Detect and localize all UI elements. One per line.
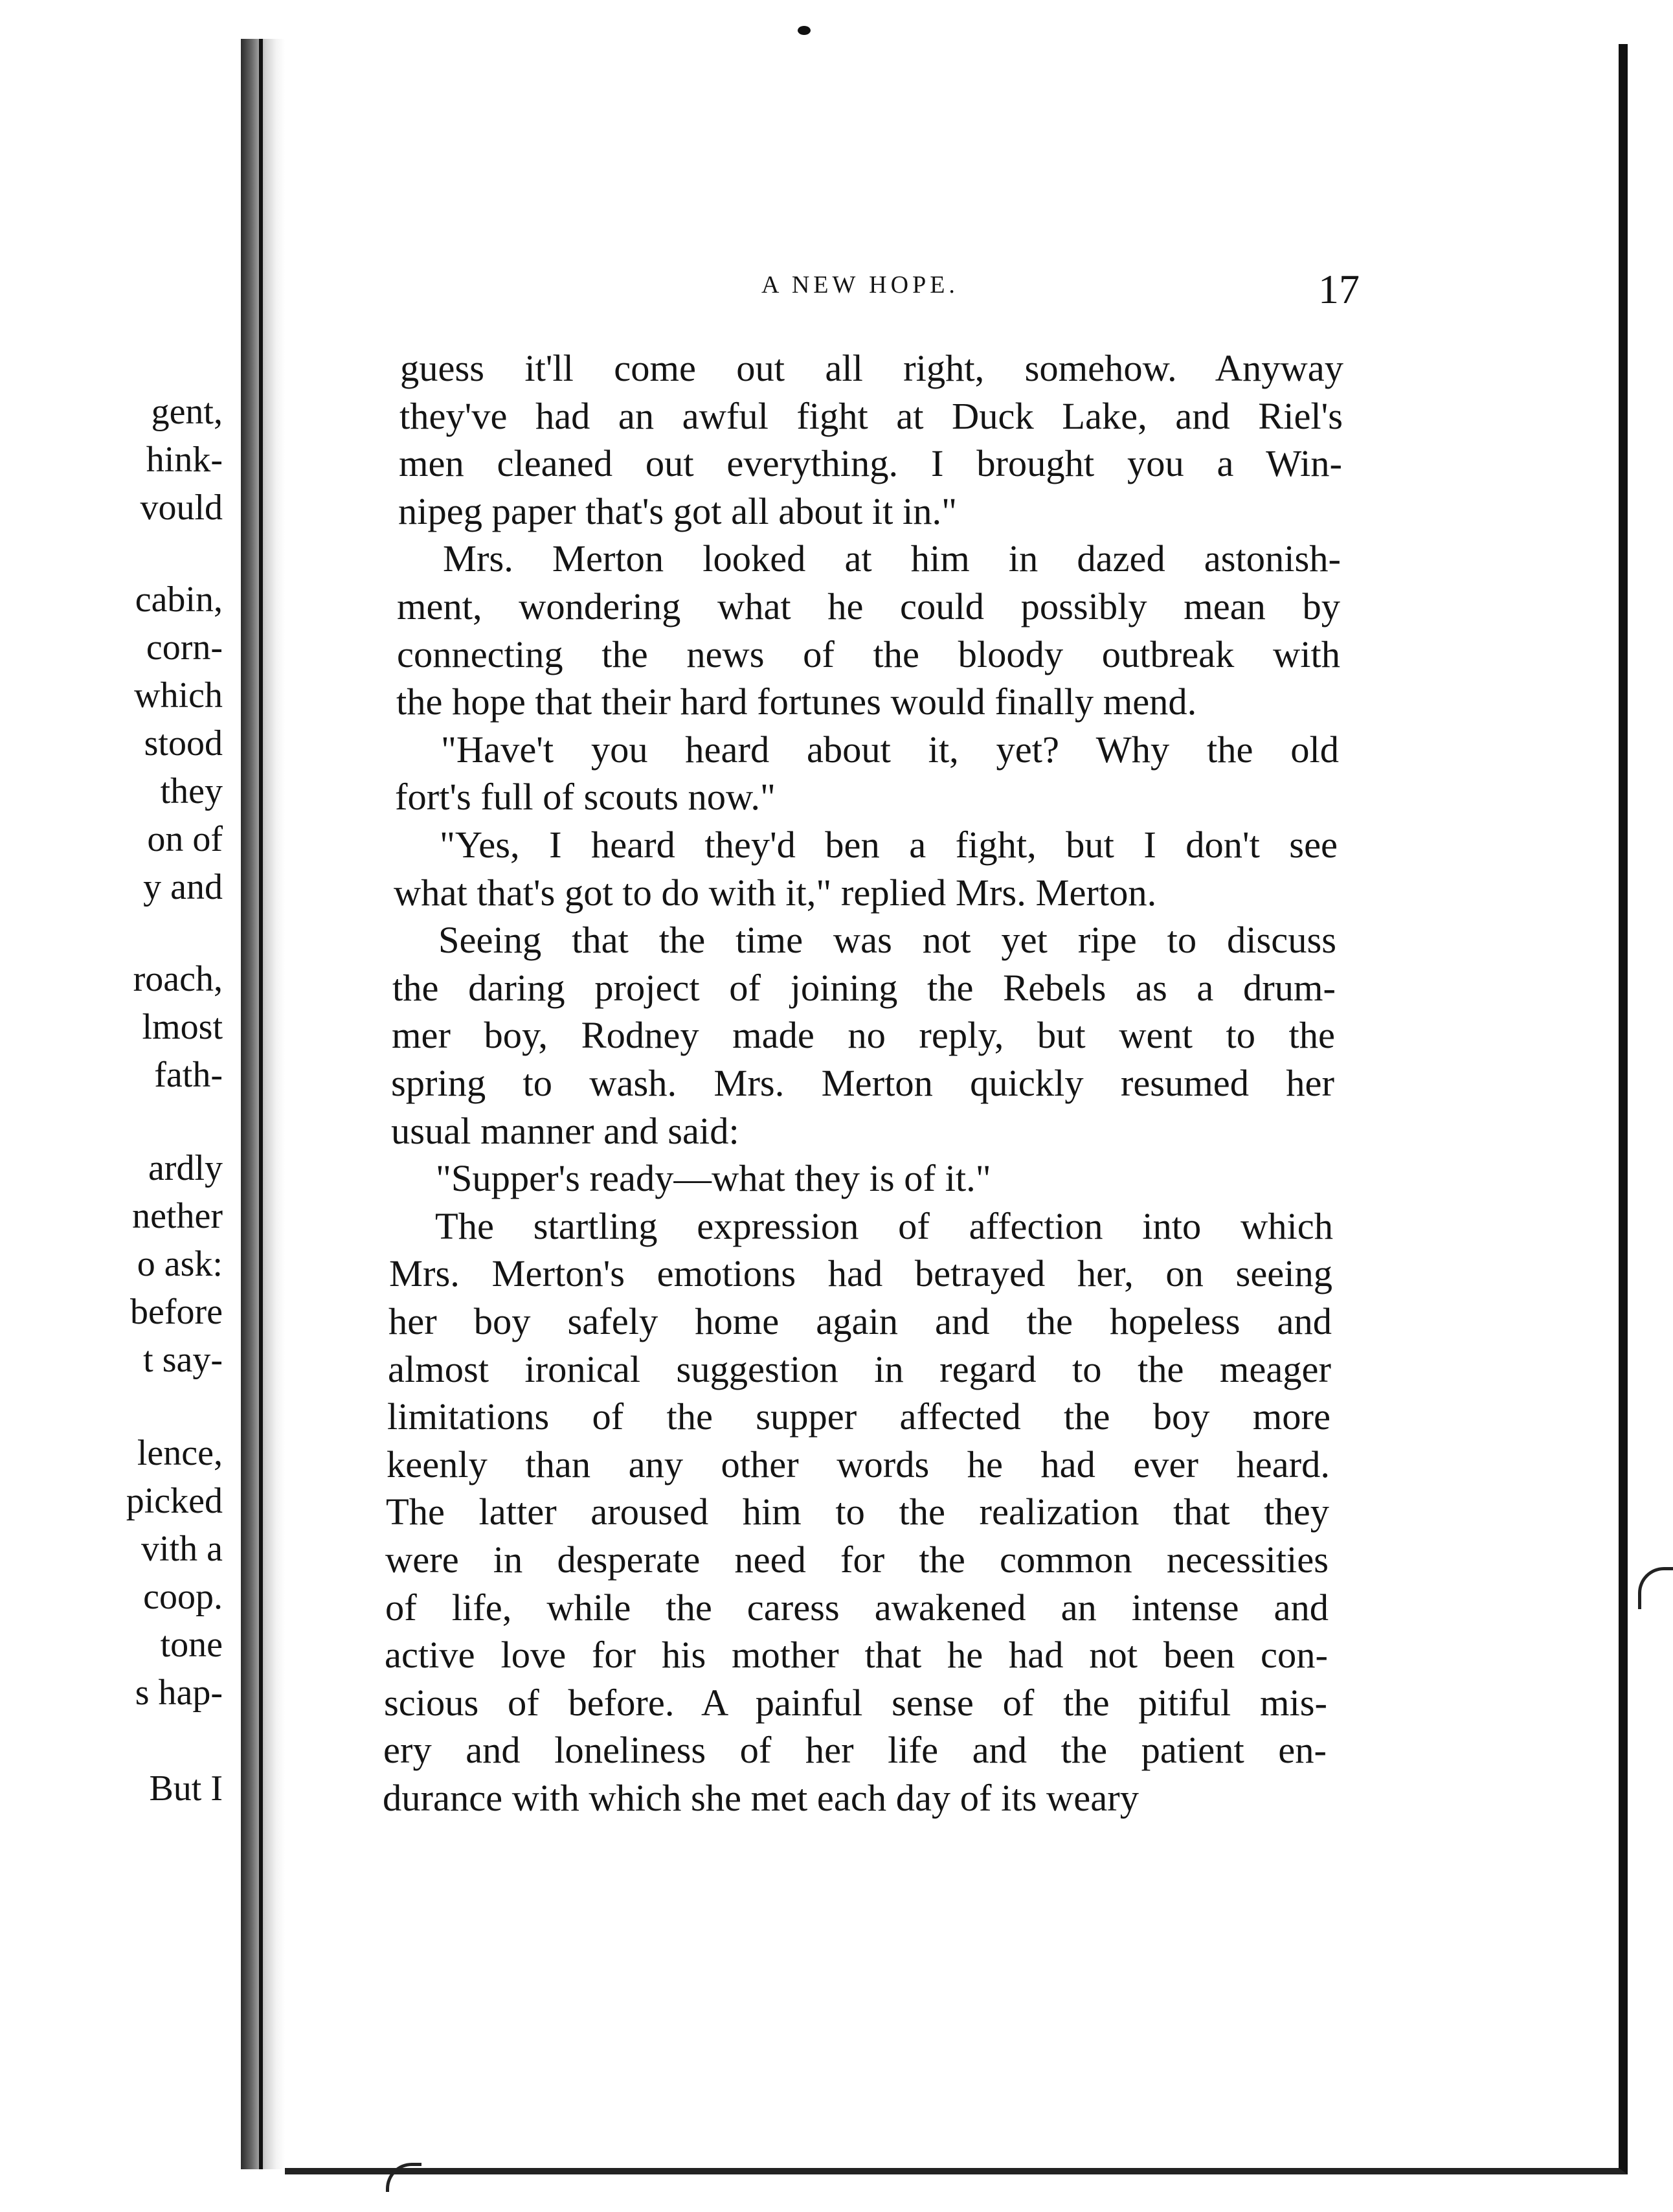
page-number: 17 bbox=[1318, 266, 1360, 312]
left-page-line: o ask: bbox=[137, 1244, 223, 1284]
body-line: keenly than any other words he had ever heard. bbox=[387, 1443, 1330, 1485]
left-page-line: y and bbox=[143, 867, 223, 907]
body-line: ment, wondering what he could possibly mean by bbox=[397, 585, 1340, 627]
body-line: Mrs. Merton's emotions had betrayed her, on seeing bbox=[389, 1252, 1332, 1294]
left-page-line: they bbox=[160, 771, 223, 811]
left-page-line: on of bbox=[147, 819, 223, 859]
left-page-line: s hap- bbox=[135, 1673, 223, 1713]
left-page-line: roach, bbox=[133, 959, 223, 999]
running-head: A NEW HOPE. bbox=[761, 271, 959, 299]
left-page-line: cabin, bbox=[135, 580, 223, 620]
left-page-line: t say- bbox=[143, 1340, 223, 1380]
body-line: connecting the news of the bloody outbreak with bbox=[397, 633, 1340, 675]
body-line: what that's got to do with it," replied Mrs. Merton. bbox=[394, 872, 1157, 914]
left-page-line: corn- bbox=[146, 627, 223, 668]
left-page-line: fath- bbox=[154, 1055, 223, 1095]
body-line: "Have't you heard about it, yet? Why the old bbox=[441, 728, 1339, 771]
left-page-line: ardly bbox=[148, 1148, 223, 1188]
left-page-line: picked bbox=[126, 1481, 223, 1521]
left-page-line: vould bbox=[140, 488, 223, 528]
body-line: The startling expression of affection into which bbox=[435, 1205, 1333, 1247]
body-line: scious of before. A painful sense of the pitiful mis- bbox=[384, 1682, 1327, 1724]
left-page-line: lence, bbox=[137, 1433, 223, 1473]
body-line: fort's full of scouts now." bbox=[395, 776, 776, 818]
left-page-line: tone bbox=[160, 1625, 223, 1665]
body-line: nipeg paper that's got all about it in." bbox=[398, 490, 957, 532]
left-page-line: nether bbox=[132, 1196, 223, 1236]
left-facing-page bbox=[0, 26, 241, 2180]
body-line: mer boy, Rodney made no reply, but went to the bbox=[392, 1014, 1335, 1056]
body-line: the hope that their hard fortunes would finally mend. bbox=[396, 681, 1197, 723]
body-line: her boy safely home again and the hopeless and bbox=[388, 1300, 1332, 1342]
left-page-line: which bbox=[134, 675, 223, 716]
body-line: Seeing that the time was not yet ripe to discuss bbox=[438, 919, 1336, 961]
body-line: guess it'll come out all right, somehow. Anyway bbox=[400, 347, 1343, 389]
page-curl-mark bbox=[1638, 1567, 1673, 1609]
body-line: almost ironical suggestion in regard to the meager bbox=[388, 1348, 1331, 1390]
body-line: spring to wash. Mrs. Merton quickly resumed her bbox=[391, 1062, 1334, 1104]
body-line: of life, while the caress awakened an intense and bbox=[385, 1586, 1329, 1629]
body-line: men cleaned out everything. I brought you a Win- bbox=[399, 442, 1342, 484]
book-gutter-shadow bbox=[241, 39, 285, 2169]
book-spine-edge bbox=[259, 39, 263, 2169]
body-line: they've had an awful fight at Duck Lake, and Riel's bbox=[399, 395, 1343, 437]
left-page-line: lmost bbox=[142, 1007, 223, 1047]
body-line: limitations of the supper affected the boy more bbox=[387, 1395, 1331, 1438]
left-page-line: But I bbox=[149, 1768, 223, 1809]
body-line: the daring project of joining the Rebels as a drum- bbox=[392, 967, 1336, 1009]
body-line: Mrs. Merton looked at him in dazed astonish- bbox=[443, 537, 1341, 580]
body-line: were in desperate need for the common necessities bbox=[385, 1539, 1329, 1581]
body-line: ery and loneliness of her life and the patient en- bbox=[383, 1729, 1327, 1771]
left-page-line: hink- bbox=[146, 440, 223, 480]
left-page-line: before bbox=[129, 1292, 223, 1332]
left-page-line: vith a bbox=[141, 1529, 223, 1569]
body-line: active love for his mother that he had not been con- bbox=[385, 1634, 1328, 1676]
body-line: durance with which she met each day of its weary bbox=[383, 1777, 1139, 1819]
body-line: usual manner and said: bbox=[391, 1110, 739, 1152]
body-line: The latter aroused him to the realization that they bbox=[386, 1491, 1329, 1533]
body-line: "Supper's ready—what they is of it." bbox=[436, 1157, 991, 1199]
body-line: "Yes, I heard they'd ben a fight, but I don't see bbox=[440, 824, 1338, 866]
ink-speck bbox=[798, 26, 811, 35]
left-page-line: coop. bbox=[143, 1577, 223, 1617]
left-page-line: stood bbox=[144, 723, 223, 763]
left-page-line: gent, bbox=[151, 392, 223, 432]
